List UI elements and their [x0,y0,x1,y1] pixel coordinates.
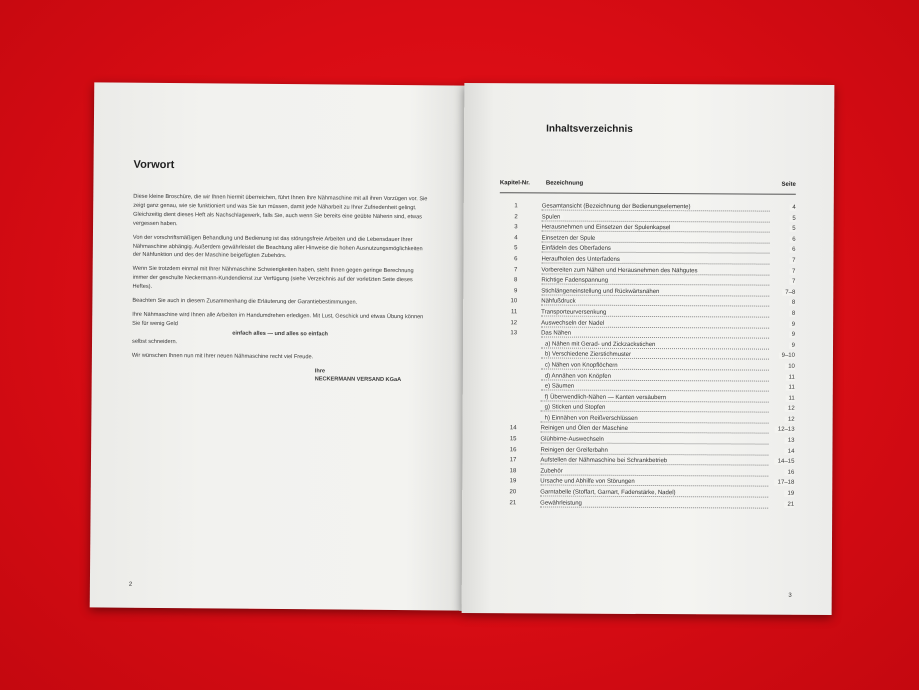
toc-entry-title: Das Nähen [541,331,574,337]
toc-entry-page: 4 [789,205,795,211]
toc-entry-page: 9 [789,342,795,348]
toc-entry-page: 5 [789,215,795,221]
toc-entry-page: 9 [789,321,795,327]
toc-entry-page: 9–10 [779,353,795,359]
toc-entry-title: Auswechseln der Nadel [541,320,607,326]
toc-entry-number: 7 [514,266,518,273]
toc-entry-number: 6 [514,256,518,263]
toc-entry-title: Nähfußdruck [541,299,578,305]
signature-salutation: Ihre [314,367,326,374]
toc-entry-number: 13 [510,330,518,337]
toc-entry-title: d) Annähen von Knöpfen [545,373,614,379]
preface-body [132,193,430,386]
toc-entry-page: 12 [785,417,795,423]
toc-entry-page: 14 [785,448,795,454]
toc-header-chapter: Kapitel-Nr. [499,180,530,187]
toc-entry-title: b) Verschiedene Zierstichmuster [545,352,634,358]
toc-entry-title: Heraufholen des Unterfadens [541,256,622,262]
toc-entry-title: Vorbereiten zum Nähen und Herausnehmen des Nähgutes [541,267,700,274]
toc-list [498,203,796,512]
toc-entry [498,500,794,512]
toc-entry-page: 13 [785,438,795,444]
toc-leader-dots [542,219,770,222]
toc-entry-page: 19 [785,491,795,497]
toc-entry-page: 7 [789,279,795,285]
toc-entry-number: 16 [509,446,517,453]
toc-header [500,180,796,195]
toc-entry-title: Transporteurversenkung [541,309,609,315]
toc-entry-title: h) Einnähen von Reißverschlüssen [545,415,641,422]
left-page [90,82,467,610]
toc-header-page: Seite [781,181,796,188]
toc-entry-title: c) Nähen von Knopflöchern [545,362,621,368]
toc-entry-number: 4 [514,235,518,242]
toc-entry-number: 1 [514,203,518,210]
toc-entry-number: 3 [514,224,518,231]
toc-entry-title: Glühbirne-Auswechseln [541,437,607,443]
toc-entry-number: 21 [509,499,517,506]
toc-entry-number: 8 [513,277,518,284]
toc-entry-title: f) Überwendlich-Nähen — Kanten versäubern [545,394,669,401]
toc-entry-number: 12 [510,319,518,326]
toc-entry-title: e) Säumen [545,384,577,390]
toc-entry-page: 11 [786,385,795,391]
toc-entry-number: 2 [514,213,518,220]
paragraph: Diese kleine Broschüre, die wir Ihnen hiermit überreichen, führt Ihnen Ihre Nähmaschine mit all ihren Vorzügen vor. Sie zeigt ganz genau, wie sie funktioniert und was Sie tun müssen, damit jede Näharbeit zu Ihrer Zufriedenheit gelingt. Gleichzeitig dient dieses Heft als Nachschlagewerk, falls Sie, auch wenn Sie bereits eine geübte Näherin sind, etwas vergessen haben. [133,193,428,227]
toc-entry-page: 12–13 [775,427,795,433]
toc-entry-title: Herausnehmen und Einsetzen der Spulenkapsel [542,225,674,232]
toc-entry-number: 19 [509,478,517,485]
paragraph: Beachten Sie auch in diesem Zusammenhang die Erläuterung der Garantiebestimmungen. [132,297,358,306]
toc-entry-title: Aufstellen der Nähmaschine bei Schrankbetrieb [540,458,670,465]
toc-entry-page: 7 [789,258,795,264]
toc-entry-title: Einsetzen der Spule [542,235,599,241]
signature-company: NECKERMANN VERSAND KGaA [314,376,402,384]
toc-entry-title: Zubehör [540,468,565,474]
toc-entry-page: 11 [786,374,795,380]
toc-header-label: Bezeichnung [545,180,584,187]
toc-entry-number: 18 [509,468,517,475]
toc-entry-page: 7–8 [782,289,795,295]
toc-leader-dots [541,336,769,339]
toc-leader-dots [540,473,768,476]
toc-entry-title: Ursache und Abhilfe von Störungen [540,479,637,486]
toc-entry-title: Stichlängeneinstellung und Rückwärtsnähen [541,288,662,295]
paragraph: Ihre Nähmaschine wird Ihnen alle Arbeiten im Handumdrehen erledigen. Mit Lust, Geschick und etwas Übung können Sie für wenig Geld [132,311,424,328]
toc-entry-number: 5 [514,245,518,252]
toc-entry-page: 12 [785,406,795,412]
toc-entry-title: Gewährleistung [540,500,585,506]
toc-entry-page: 6 [789,237,795,243]
toc-entry-title: Richtige Fadenspannung [541,278,611,284]
toc-entry-title: g) Sticken und Stopfen [545,405,609,411]
toc-entry-page: 10 [785,364,795,370]
toc-entry-title: a) Nähen mit Gerad- und Zickzackstichen [545,341,658,348]
toc-entry-page: 5 [789,226,795,232]
toc-entry-page: 11 [785,395,794,401]
paragraph: selbst schneidern. [132,338,178,345]
paragraph: Wenn Sie trotzdem einmal mit Ihrer Nähmaschine Schwierigkeiten haben, steht Ihnen gegen geringe Berechnung immer der geschulte Neckermann-Kundendienst zur Verfügung (siehe Verzeichnis auf der vorletzten Seite dieses Heftes). [132,266,414,291]
toc-entry-title: Spulen [542,214,564,220]
toc-entry-number: 9 [513,288,518,295]
toc-entry-title: Garntabelle (Stoffart, Garnart, Fadenstärke, Nadel) [540,489,678,496]
toc-entry-title: Einfädeln des Oberfadens [542,246,614,252]
closing-text: Wir wünschen Ihnen nun mit Ihrer neuen Nähmaschine recht viel Freude. [131,352,314,360]
page-number: 3 [788,592,792,599]
toc-entry-page: 9 [789,332,795,338]
toc-entry-page: 14–15 [775,459,795,465]
toc-entry-title: Reinigen und Ölen der Maschine [541,426,631,432]
page-number: 2 [128,581,133,588]
toc-entry-page: 8 [789,311,795,317]
toc-entry-page: 17–18 [775,480,795,486]
toc-entry-number: 20 [509,489,517,496]
toc-entry-number: 10 [510,298,518,305]
toc-entry-title: Reinigen der Greiferbahn [540,447,610,453]
page-title: Vorwort [133,158,175,172]
toc-entry-page: 6 [789,247,795,253]
toc-entry-title: Gesamtansicht (Bezeichnung der Bedienungselemente) [542,203,694,210]
toc-entry-number: 11 [510,309,518,316]
toc-entry-number: 15 [509,436,517,443]
toc-entry-number: 17 [509,457,517,464]
toc-entry-page: 7 [789,268,795,274]
toc-entry-page: 21 [784,501,794,507]
toc-title: Inhaltsverzeichnis [546,123,633,135]
toc-entry-page: 8 [789,300,795,306]
toc-entry-page: 16 [785,470,795,476]
paragraph: Von der vorschriftsmäßigen Behandlung und Bedienung ist das störungsfreie Arbeiten und die Lebensdauer Ihrer Nähmaschine abhängig. Außerdem gewährleistet die Beachtung aller Hinweise die hohen Ausnutzungsmöglichkeiten der Nähfunktion und des der Maschine beigefügten Zubehörs. [132,234,423,260]
emphasis-line: einfach alles — und alles so einfach [232,330,329,338]
right-page [462,83,835,615]
toc-entry-number: 14 [509,425,517,432]
